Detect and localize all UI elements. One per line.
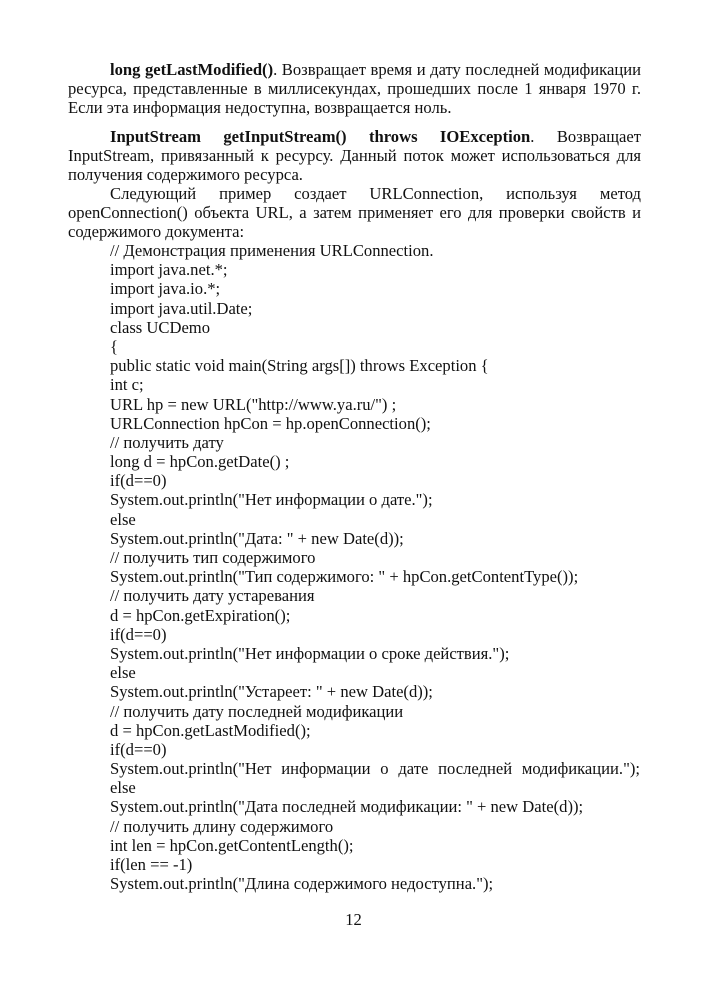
code-line: // получить дату <box>110 432 224 452</box>
code-line: if(len == -1) <box>110 855 193 874</box>
code-line: { <box>110 336 118 356</box>
code-line: System.out.println("Длина содержимого недоступна."); <box>110 874 494 894</box>
code-line: URLConnection hpCon = hp.openConnection(); <box>110 413 431 433</box>
code-line: import java.util.Date; <box>110 298 253 318</box>
code-line: int len = hpCon.getContentLength(); <box>110 835 354 855</box>
paragraph-text: . Возвращает InputStream, привязанный к ресурсу. Данный поток может использоваться для получения содержимого ресурса. <box>68 127 641 185</box>
code-line: // получить дату устаревания <box>110 586 315 606</box>
code-line: import java.io.*; <box>110 279 221 299</box>
code-line: System.out.println("Дата: " + new Date(d)); <box>110 528 404 548</box>
code-line: // получить тип содержимого <box>110 548 316 567</box>
paragraph-text: Следующий пример создает URLConnection, используя метод openConnection() объекта URL, а затем применяет его для проверки свойств и содержимого документа: <box>68 184 641 242</box>
code-line: // получить длину содержимого <box>110 816 334 836</box>
code-line: // получить дату последней модификации <box>110 701 404 721</box>
paragraph-get-last-modified <box>68 60 641 118</box>
code-line: else <box>110 778 136 798</box>
code-line: if(d==0) <box>110 471 167 491</box>
paragraph-text: . Возвращает время и дату последней модификации ресурса, представленные в миллисекундах, прошедших после 1 января 1970 г. Если эта информация недоступна, возвращается ноль. <box>68 60 641 118</box>
code-line: if(d==0) <box>110 624 167 644</box>
code-line: System.out.println("Тип содержимого: " + hpCon.getContentType()); <box>110 567 579 587</box>
page-number: 12 <box>345 910 362 929</box>
code-line: System.out.println("Устареет: " + new Date(d)); <box>110 682 433 702</box>
code-line: import java.net.*; <box>110 260 228 280</box>
code-line: d = hpCon.getLastModified(); <box>110 720 311 740</box>
method-signature-get-input-stream: InputStream getInputStream() throws IOException <box>110 127 531 146</box>
method-signature-get-last-modified: long getLastModified() <box>110 60 274 79</box>
code-line: long d = hpCon.getDate() ; <box>110 452 290 472</box>
code-line: System.out.println("Нет информации о сроке действия."); <box>110 643 510 663</box>
code-line: d = hpCon.getExpiration(); <box>110 605 291 625</box>
code-line: System.out.println("Дата последней модификации: " + new Date(d)); <box>110 797 584 817</box>
code-line: System.out.println("Нет информации о дате."); <box>110 490 433 510</box>
code-line: class UCDemo <box>110 317 211 337</box>
code-line: public static void main(String args[]) throws Exception { <box>110 356 489 376</box>
code-line: else <box>110 509 136 529</box>
code-line: int c; <box>110 375 144 395</box>
paragraph-get-input-stream <box>68 127 641 185</box>
code-line: System.out.println("Нет информации о дате последней модификации."); <box>110 759 640 779</box>
code-line: URL hp = new URL("http://www.ya.ru/") ; <box>110 394 397 414</box>
code-line: // Демонстрация применения URLConnection. <box>110 241 434 260</box>
code-line: else <box>110 663 136 683</box>
code-listing <box>110 241 650 893</box>
code-line: if(d==0) <box>110 739 167 759</box>
paragraph-example-intro <box>68 184 641 242</box>
